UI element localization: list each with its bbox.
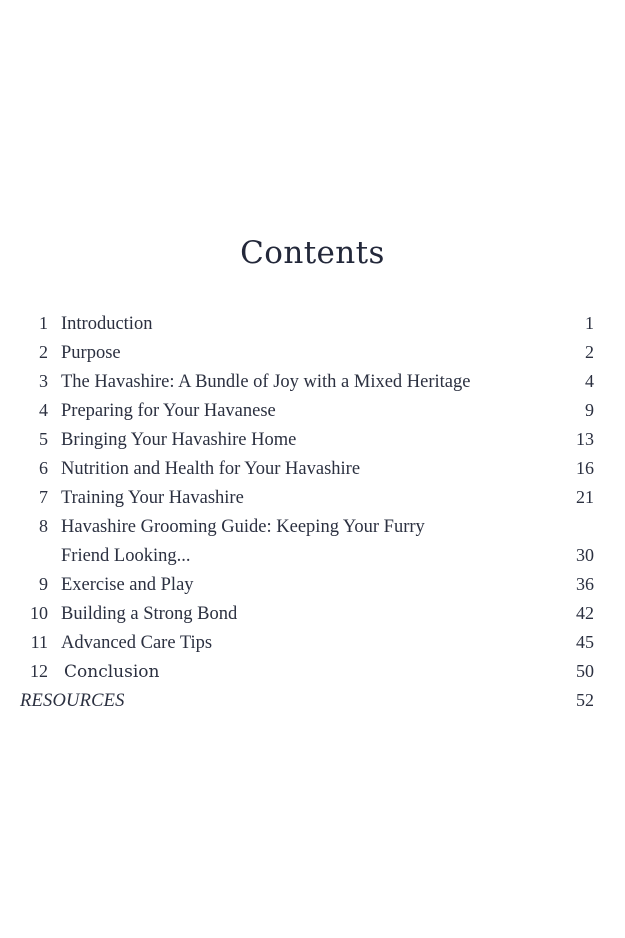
toc-entry[interactable] xyxy=(18,367,594,396)
toc-entry-page: 4 xyxy=(585,371,594,391)
toc-entry-label: Advanced Care Tips xyxy=(61,633,213,653)
toc-entry-label: Conclusion xyxy=(64,662,160,682)
toc-entry-label: Purpose xyxy=(61,343,121,363)
toc-entry[interactable] xyxy=(18,454,594,483)
toc-entry-page: 9 xyxy=(585,400,594,420)
toc-entry-label: Friend Looking... xyxy=(61,546,191,566)
toc-entry-label: The Havashire: A Bundle of Joy with a Mixed Heritage xyxy=(61,372,471,392)
toc-entry-resources[interactable] xyxy=(18,686,594,715)
page-title: Contents xyxy=(240,235,385,271)
toc-entry-label: Bringing Your Havashire Home xyxy=(61,430,297,450)
toc-entry[interactable] xyxy=(18,512,594,541)
toc-entry-page: 45 xyxy=(576,632,594,652)
toc-entry-number: 12 xyxy=(30,661,48,681)
toc-entry-number: 5 xyxy=(39,429,48,449)
toc-entry-label: Building a Strong Bond xyxy=(61,604,238,624)
toc-entry-number: 6 xyxy=(39,458,48,478)
toc-entry[interactable] xyxy=(18,425,594,454)
toc-entry-number: 3 xyxy=(39,371,48,391)
toc-entry-page: 1 xyxy=(585,313,594,333)
toc-entry-number: 7 xyxy=(39,487,48,507)
toc-entry-label: Exercise and Play xyxy=(61,575,194,595)
toc-entry-continuation[interactable] xyxy=(18,541,594,570)
toc-entry-page: 13 xyxy=(576,429,594,449)
toc-entry-page: 36 xyxy=(576,574,594,594)
toc-entry-label: Introduction xyxy=(61,314,153,334)
toc-entry[interactable] xyxy=(18,570,594,599)
toc-entry-number: 9 xyxy=(39,574,48,594)
toc-entry-number: 11 xyxy=(30,632,48,652)
toc-entry-page: 50 xyxy=(576,661,594,681)
toc-entry-page: 42 xyxy=(576,603,594,623)
toc-entry-number: 10 xyxy=(30,603,48,623)
toc-entry-number: 2 xyxy=(39,342,48,362)
toc-entry[interactable] xyxy=(18,396,594,425)
toc-entry-page: 52 xyxy=(576,690,594,710)
toc-entry-label: Nutrition and Health for Your Havashire xyxy=(61,459,361,479)
table-of-contents-list xyxy=(18,309,594,715)
toc-entry-page: 21 xyxy=(576,487,594,507)
toc-entry[interactable] xyxy=(18,483,594,512)
toc-entry[interactable] xyxy=(18,338,594,367)
toc-entry[interactable] xyxy=(18,309,594,338)
toc-entry-page: 16 xyxy=(576,458,594,478)
toc-entry-label: Havashire Grooming Guide: Keeping Your Furry xyxy=(61,517,425,537)
toc-entry-label: Training Your Havashire xyxy=(61,488,244,508)
toc-entry-page: 30 xyxy=(576,545,594,565)
toc-entry[interactable] xyxy=(18,599,594,628)
toc-entry[interactable] xyxy=(18,628,594,657)
toc-entry-label: Preparing for Your Havanese xyxy=(61,401,276,421)
toc-entry-number: 1 xyxy=(39,313,48,333)
toc-entry[interactable] xyxy=(18,657,594,686)
toc-entry-number: 4 xyxy=(39,400,48,420)
toc-entry-number: 8 xyxy=(39,516,48,536)
toc-entry-page: 2 xyxy=(585,342,594,362)
toc-entry-label: RESOURCES xyxy=(20,691,125,711)
